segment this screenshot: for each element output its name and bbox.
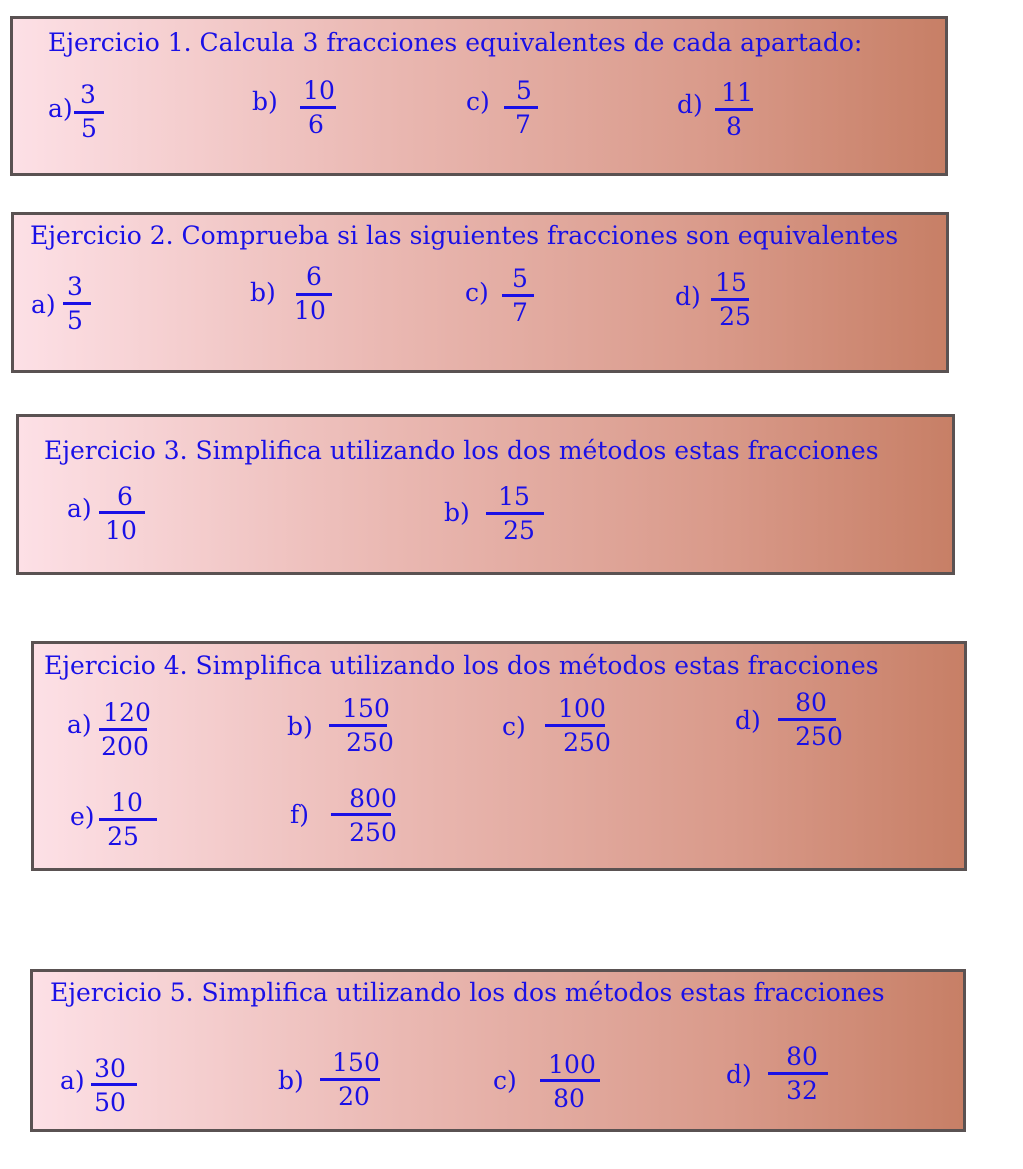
fraction-numerator: 15 <box>498 482 530 511</box>
fraction-numerator: 6 <box>117 482 133 511</box>
item-label: b) <box>278 1066 304 1095</box>
fraction-numerator: 3 <box>67 272 83 301</box>
fraction-denominator: 20 <box>338 1082 370 1111</box>
exercise-3-title: Ejercicio 3. Simplifica utilizando los dos métodos estas fracciones <box>44 436 879 465</box>
fraction-denominator: 80 <box>553 1084 585 1113</box>
item-label: b) <box>287 712 313 741</box>
item-label: a) <box>67 494 92 523</box>
fraction-numerator: 30 <box>94 1054 126 1083</box>
fraction-bar <box>545 724 605 727</box>
fraction-bar <box>329 724 387 727</box>
fraction-bar <box>711 298 749 301</box>
fraction-bar <box>91 1083 137 1086</box>
item-label: a) <box>67 710 92 739</box>
fraction-denominator: 10 <box>105 516 137 545</box>
item-label: c) <box>493 1066 517 1095</box>
fraction-numerator: 150 <box>342 694 390 723</box>
fraction-bar <box>778 718 836 721</box>
fraction-bar <box>768 1072 828 1075</box>
item-label: a) <box>60 1066 85 1095</box>
fraction-bar <box>715 108 753 111</box>
fraction-denominator: 250 <box>563 728 611 757</box>
item-label: a) <box>48 94 73 123</box>
fraction-denominator: 5 <box>67 306 83 335</box>
fraction-denominator: 250 <box>346 728 394 757</box>
fraction-numerator: 15 <box>715 268 747 297</box>
fraction-numerator: 5 <box>516 76 532 105</box>
fraction-bar <box>99 511 145 514</box>
fraction-numerator: 120 <box>103 698 151 727</box>
item-label: b) <box>444 498 470 527</box>
fraction-numerator: 11 <box>721 78 753 107</box>
fraction-denominator: 5 <box>81 114 97 143</box>
fraction-numerator: 80 <box>795 688 827 717</box>
fraction-denominator: 7 <box>515 110 531 139</box>
fraction-numerator: 800 <box>349 784 397 813</box>
item-label: b) <box>250 278 276 307</box>
fraction-denominator: 25 <box>107 822 139 851</box>
exercise-5-title: Ejercicio 5. Simplifica utilizando los dos métodos estas fracciones <box>50 978 885 1007</box>
fraction-numerator: 100 <box>548 1050 596 1079</box>
fraction-numerator: 10 <box>303 76 335 105</box>
item-label: d) <box>735 706 761 735</box>
item-label: b) <box>252 87 278 116</box>
fraction-bar <box>99 818 157 821</box>
fraction-bar <box>331 813 391 816</box>
fraction-denominator: 250 <box>795 722 843 751</box>
item-label: d) <box>677 90 703 119</box>
fraction-denominator: 32 <box>786 1076 818 1105</box>
fraction-denominator: 250 <box>349 818 397 847</box>
fraction-denominator: 25 <box>719 302 751 331</box>
fraction-bar <box>99 728 147 731</box>
fraction-denominator: 50 <box>94 1088 126 1117</box>
fraction-denominator: 25 <box>503 516 535 545</box>
fraction-bar <box>320 1078 380 1081</box>
item-label: e) <box>70 802 95 831</box>
item-label: d) <box>675 282 701 311</box>
fraction-numerator: 150 <box>332 1048 380 1077</box>
item-label: f) <box>290 800 310 829</box>
item-label: c) <box>465 278 489 307</box>
exercise-2-title: Ejercicio 2. Comprueba si las siguientes fracciones son equivalentes <box>30 221 899 250</box>
item-label: c) <box>502 712 526 741</box>
fraction-bar <box>504 106 538 109</box>
fraction-numerator: 10 <box>111 788 143 817</box>
fraction-denominator: 10 <box>294 296 326 325</box>
item-label: d) <box>726 1060 752 1089</box>
fraction-denominator: 200 <box>101 732 149 761</box>
fraction-numerator: 3 <box>80 80 96 109</box>
fraction-bar <box>300 106 336 109</box>
fraction-denominator: 8 <box>726 112 742 141</box>
fraction-bar <box>63 302 91 305</box>
item-label: c) <box>466 87 490 116</box>
fraction-numerator: 6 <box>306 262 322 291</box>
exercise-4-title: Ejercicio 4. Simplifica utilizando los dos métodos estas fracciones <box>44 651 879 680</box>
fraction-bar <box>502 294 534 297</box>
fraction-numerator: 5 <box>512 264 528 293</box>
fraction-denominator: 6 <box>308 110 324 139</box>
fraction-numerator: 100 <box>558 694 606 723</box>
fraction-bar <box>540 1079 600 1082</box>
exercise-1-title: Ejercicio 1. Calcula 3 fracciones equivalentes de cada apartado: <box>48 28 863 57</box>
fraction-bar <box>486 512 544 515</box>
fraction-denominator: 7 <box>512 298 528 327</box>
fraction-numerator: 80 <box>786 1042 818 1071</box>
item-label: a) <box>31 290 56 319</box>
